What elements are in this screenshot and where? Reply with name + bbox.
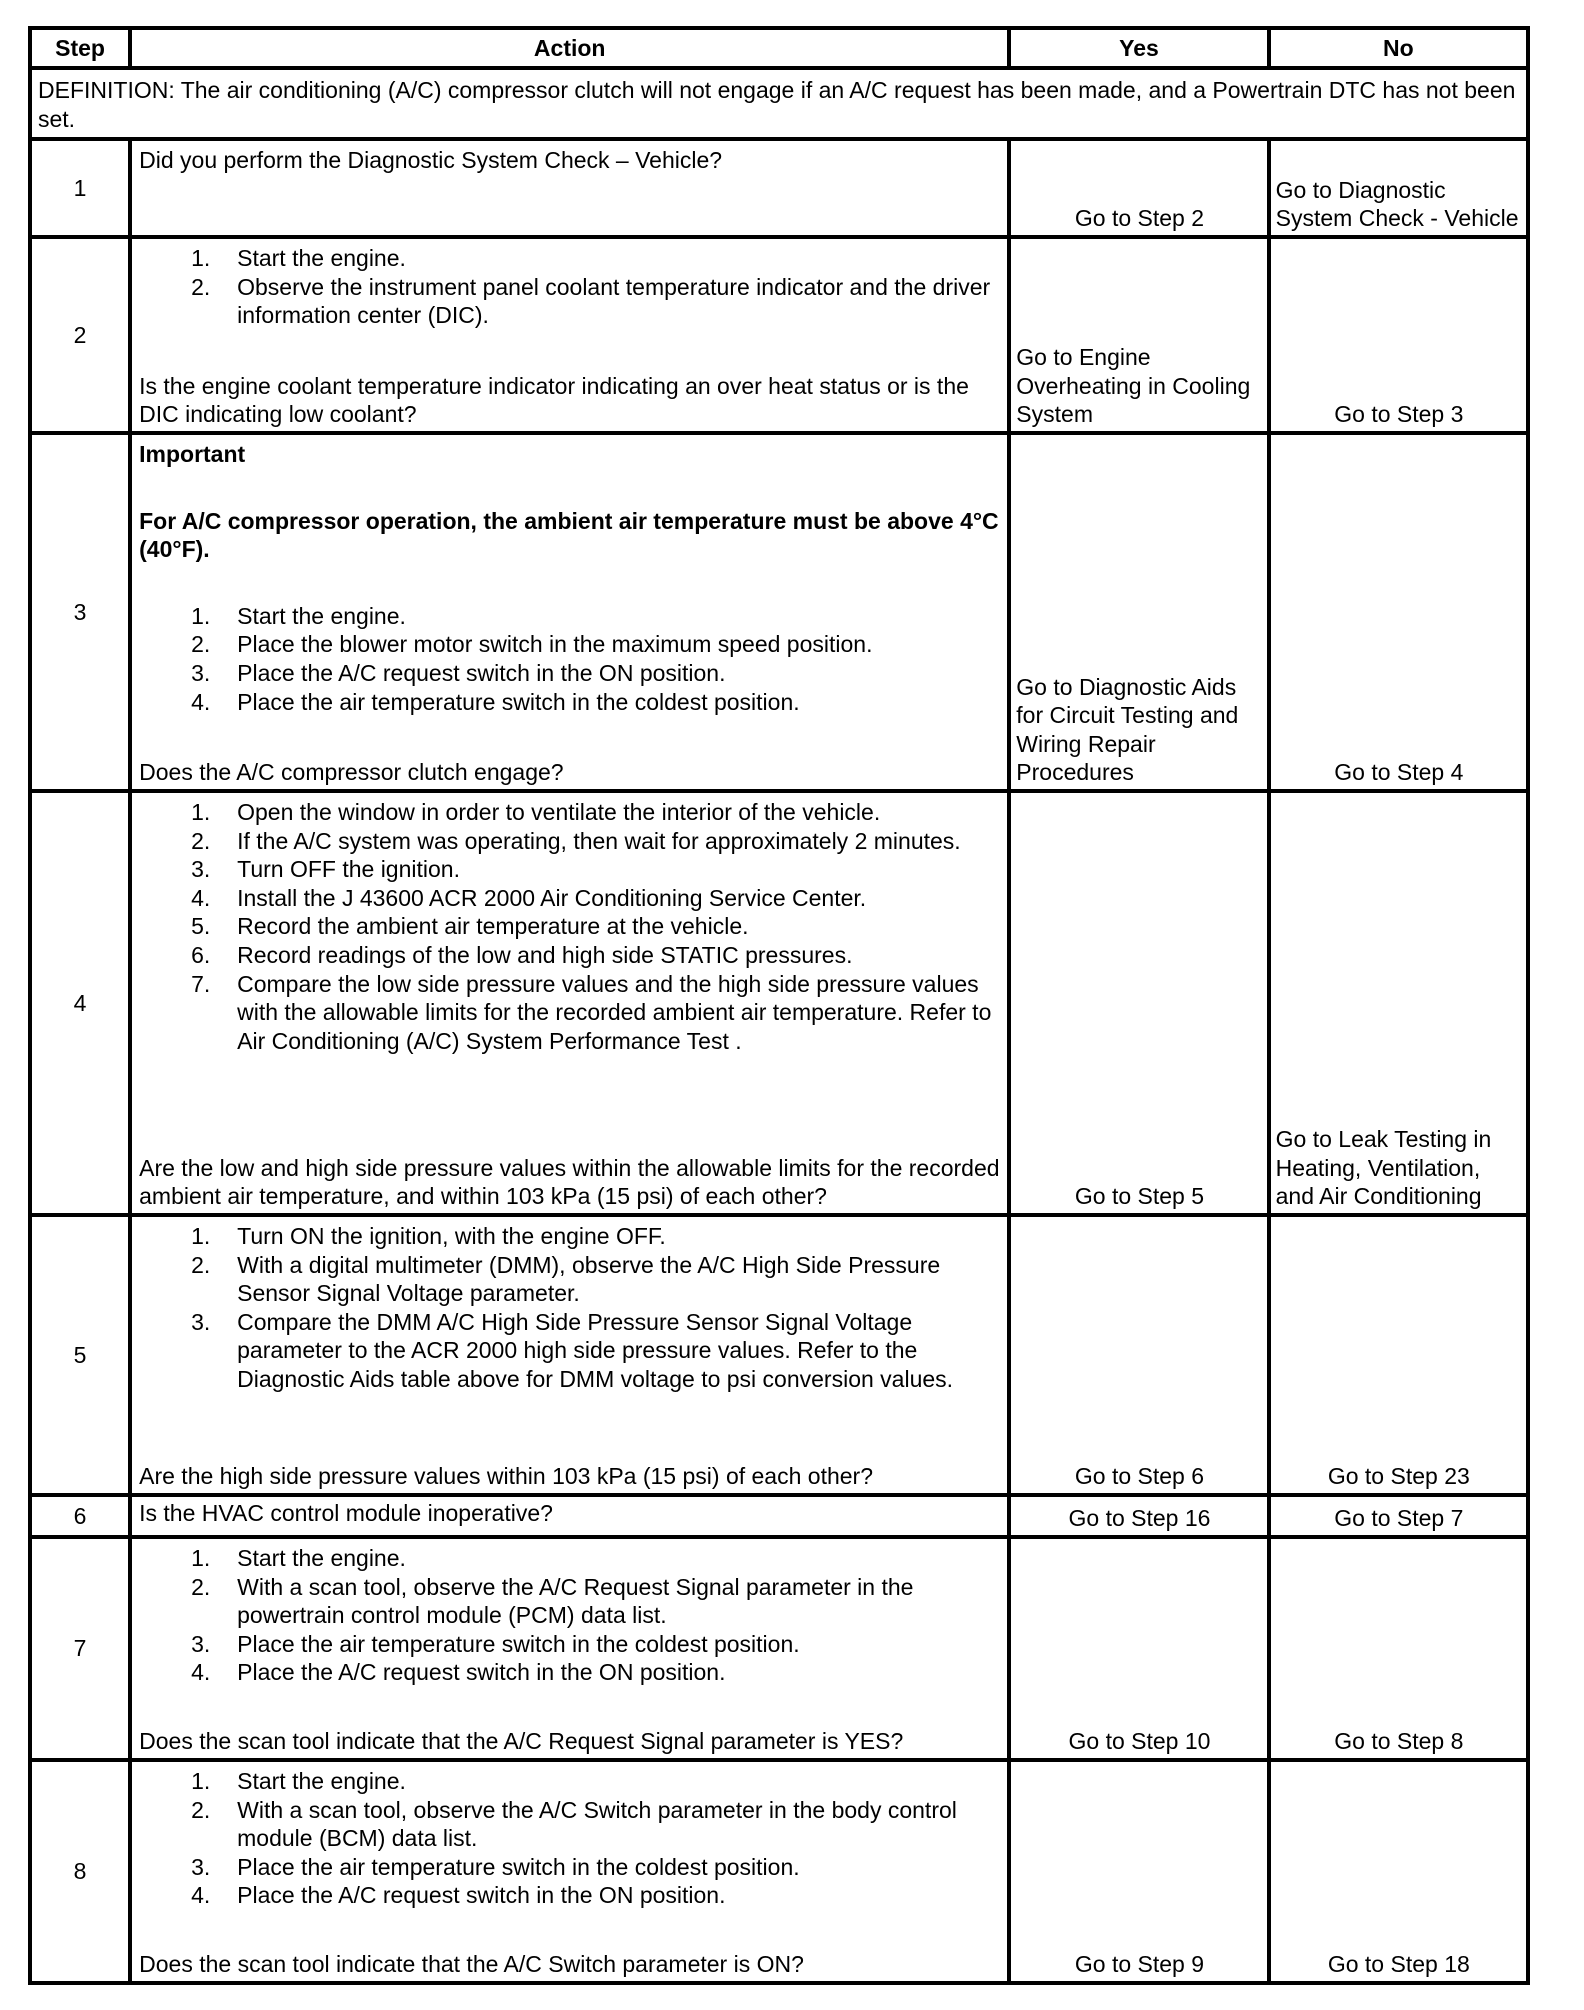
yes-result: Go to Step 2: [1074, 205, 1205, 232]
question-text: Does the scan tool indicate that the A/C Switch parameter is ON?: [139, 1951, 804, 1978]
list-item: 2. Place the blower motor switch in the maximum speed position.: [191, 631, 873, 658]
list-item: 5. Record the ambient air temperature at the vehicle.: [191, 913, 749, 940]
list-item: 2. Observe the instrument panel coolant temperature indicator and the driver information center (DIC).: [191, 273, 991, 329]
step-number: 8: [30, 1760, 130, 1983]
list-item: 1. Start the engine.: [191, 1768, 406, 1794]
yes-cell: [1009, 791, 1268, 1215]
yes-cell: [1009, 139, 1268, 237]
list-item: 2. With a scan tool, observe the A/C Switch parameter in the body control module (BCM) data list.: [191, 1796, 957, 1852]
action-list: [139, 1222, 1001, 1394]
table-row: [30, 1537, 1528, 1760]
table-row: [30, 433, 1528, 791]
question-text: Is the HVAC control module inoperative?: [139, 1500, 553, 1526]
table-row: [30, 791, 1528, 1215]
list-item: 6. Record readings of the low and high side STATIC pressures.: [191, 941, 853, 968]
action-cell: [130, 1495, 1009, 1537]
list-item: 4. Place the A/C request switch in the ON position.: [191, 1659, 726, 1686]
diagnostic-table: [28, 26, 1530, 1985]
action-list: [139, 602, 1001, 716]
question-text: Does the A/C compressor clutch engage?: [139, 759, 564, 786]
action-cell: [130, 139, 1009, 237]
list-item: 7. Compare the low side pressure values and the high side pressure values with the allowable limits for the recorded ambient air temperature. Refer to Air Conditioning (A/C) System Performance Test .: [191, 970, 992, 1054]
no-cell: [1269, 237, 1528, 433]
no-cell: [1269, 1215, 1528, 1495]
yes-cell: [1009, 1760, 1268, 1983]
list-item: 3. Place the A/C request switch in the ON position.: [191, 659, 726, 686]
no-result: Go to Step 3: [1334, 401, 1464, 428]
yes-result: Go to Step 9: [1074, 1951, 1205, 1978]
yes-result: Go to Diagnostic Aids for Circuit Testing and Wiring Repair Procedures: [1016, 673, 1239, 786]
no-result: Go to Step 23: [1327, 1463, 1470, 1490]
yes-result: Go to Step 5: [1074, 1183, 1205, 1210]
no-result: Go to Step 18: [1327, 1951, 1470, 1978]
no-result: Go to Diagnostic System Check - Vehicle: [1275, 176, 1519, 232]
yes-cell: [1009, 1495, 1268, 1537]
yes-cell: [1009, 1215, 1268, 1495]
list-item: 2. With a digital multimeter (DMM), observe the A/C High Side Pressure Sensor Signal Voltage parameter.: [191, 1251, 941, 1307]
step-number: 1: [30, 139, 130, 237]
step-number: 7: [30, 1537, 130, 1760]
no-result: Go to Step 7: [1334, 1505, 1464, 1532]
question-text: Are the low and high side pressure values within the allowable limits for the recorded ambient air temperature, and within 103 kPa (15 psi) of each other?: [139, 1154, 1000, 1210]
question-text: Are the high side pressure values within 103 kPa (15 psi) of each other?: [139, 1463, 873, 1490]
question-text: Does the scan tool indicate that the A/C Request Signal parameter is YES?: [139, 1728, 904, 1755]
question-text: Is the engine coolant temperature indicator indicating an over heat status or is the DIC indicating low coolant?: [139, 372, 969, 428]
definition-text: DEFINITION: The air conditioning (A/C) compressor clutch will not engage if an A/C request has been made, and a Powertrain DTC has not been set.: [30, 68, 1528, 139]
action-list: [139, 1544, 1001, 1687]
no-result: Go to Step 8: [1334, 1728, 1464, 1755]
action-list: [139, 1767, 1001, 1910]
question-text: Did you perform the Diagnostic System Check – Vehicle?: [139, 147, 723, 173]
yes-cell: [1009, 433, 1268, 791]
action-list: [139, 244, 1001, 330]
action-cell: [130, 1760, 1009, 1983]
list-item: 1. Start the engine.: [191, 1545, 406, 1571]
list-item: 3. Place the air temperature switch in the coldest position.: [191, 1853, 800, 1880]
list-item: 4. Place the A/C request switch in the ON position.: [191, 1882, 726, 1909]
no-result: Go to Step 4: [1334, 759, 1464, 786]
header-action: Action: [130, 28, 1009, 68]
yes-result: Go to Step 16: [1068, 1505, 1211, 1532]
header-no: No: [1269, 28, 1528, 68]
yes-result: Go to Engine Overheating in Cooling System: [1016, 344, 1251, 428]
table-row: [30, 237, 1528, 433]
definition-row: [30, 68, 1528, 139]
list-item: 1. Turn ON the ignition, with the engine OFF.: [191, 1223, 666, 1249]
list-item: 1. Start the engine.: [191, 602, 406, 629]
header-yes: Yes: [1009, 28, 1268, 68]
yes-result: Go to Step 6: [1074, 1463, 1205, 1490]
step-number: 5: [30, 1215, 130, 1495]
table-row: [30, 139, 1528, 237]
action-cell: [130, 1537, 1009, 1760]
yes-result: Go to Step 10: [1068, 1728, 1211, 1755]
step-number: 3: [30, 433, 130, 791]
list-item: 4. Install the J 43600 ACR 2000 Air Conditioning Service Center.: [191, 884, 867, 911]
no-cell: [1269, 1495, 1528, 1537]
no-cell: [1269, 791, 1528, 1215]
action-cell: [130, 791, 1009, 1215]
action-list: [139, 798, 1001, 1055]
no-cell: [1269, 1760, 1528, 1983]
list-item: 3. Turn OFF the ignition.: [191, 856, 460, 883]
list-item: 3. Compare the DMM A/C High Side Pressure Sensor Signal Voltage parameter to the ACR 2000 high side pressure values. Refer to the Diagnostic Aids table above for DMM voltage to psi conversion values.: [191, 1308, 954, 1392]
table-row: [30, 1215, 1528, 1495]
step-number: 2: [30, 237, 130, 433]
no-cell: [1269, 139, 1528, 237]
list-item: 2. If the A/C system was operating, then wait for approximately 2 minutes.: [191, 827, 961, 854]
action-cell: [130, 237, 1009, 433]
no-result: Go to Leak Testing in Heating, Ventilation, and Air Conditioning: [1275, 1126, 1492, 1210]
action-cell: [130, 1215, 1009, 1495]
action-cell: [130, 433, 1009, 791]
important-text: For A/C compressor operation, the ambient air temperature must be above 4°C (40°F).: [139, 507, 999, 563]
list-item: 1. Open the window in order to ventilate the interior of the vehicle.: [191, 799, 881, 825]
important-title: Important: [139, 441, 246, 467]
step-number: 4: [30, 791, 130, 1215]
header-row: [30, 28, 1528, 68]
table-row: [30, 1495, 1528, 1537]
list-item: 4. Place the air temperature switch in the coldest position.: [191, 688, 800, 715]
table-row: [30, 1760, 1528, 1983]
list-item: 1. Start the engine.: [191, 245, 406, 271]
no-cell: [1269, 1537, 1528, 1760]
header-step: Step: [30, 28, 130, 68]
step-number: 6: [30, 1495, 130, 1537]
no-cell: [1269, 433, 1528, 791]
yes-cell: [1009, 1537, 1268, 1760]
list-item: 3. Place the air temperature switch in the coldest position.: [191, 1630, 800, 1657]
list-item: 2. With a scan tool, observe the A/C Request Signal parameter in the powertrain control module (PCM) data list.: [191, 1573, 914, 1629]
yes-cell: [1009, 237, 1268, 433]
